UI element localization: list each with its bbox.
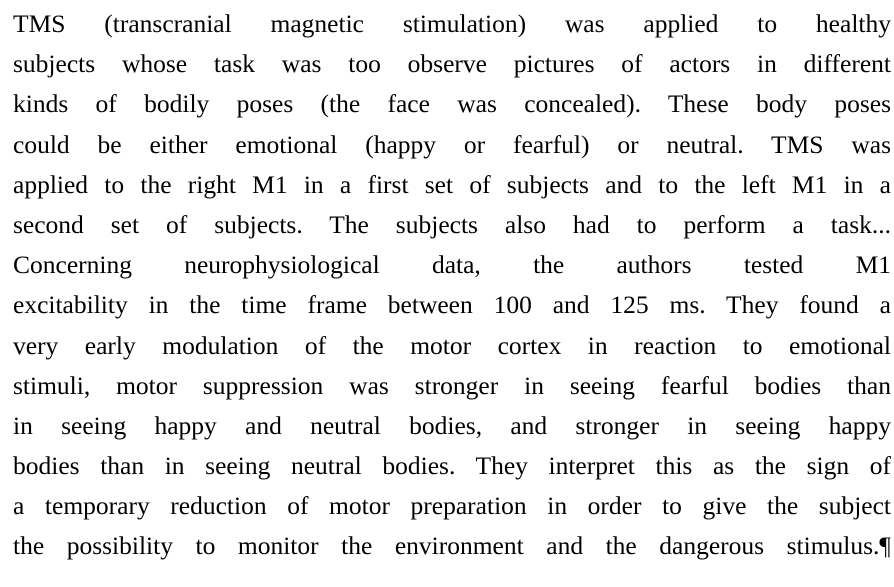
text-line-3: kinds of bodily poses (the face was concealed). These body poses [13, 89, 891, 119]
text-line-7: Concerning neurophysiological data, the authors tested M1 [13, 250, 891, 280]
text-line-2: subjects whose task was too observe pictures of actors in different [13, 49, 891, 79]
text-line-4: could be either emotional (happy or fearful) or neutral. TMS was [13, 129, 891, 159]
text-line-9: very early modulation of the motor cortex in reaction to emotional [13, 330, 891, 360]
text-line-11: in seeing happy and neutral bodies, and stronger in seeing happy [13, 410, 891, 440]
text-line-13: a temporary reduction of motor preparation in order to give the subject [13, 491, 891, 521]
text-line-6: second set of subjects. The subjects also had to perform a task... [13, 209, 891, 239]
text-line-14: the possibility to monitor the environment and the dangerous stimulus.¶ [13, 531, 891, 561]
paragraph [13, 4, 891, 567]
text-line-8: excitability in the time frame between 100 and 125 ms. They found a [13, 290, 891, 320]
text-line-10: stimuli, motor suppression was stronger in seeing fearful bodies than [13, 370, 891, 400]
text-line-12: bodies than in seeing neutral bodies. They interpret this as the sign of [13, 451, 891, 481]
text-line-5: applied to the right M1 in a first set of subjects and to the left M1 in a [13, 169, 891, 199]
text-line-1: TMS (transcranial magnetic stimulation) was applied to healthy [13, 9, 891, 38]
